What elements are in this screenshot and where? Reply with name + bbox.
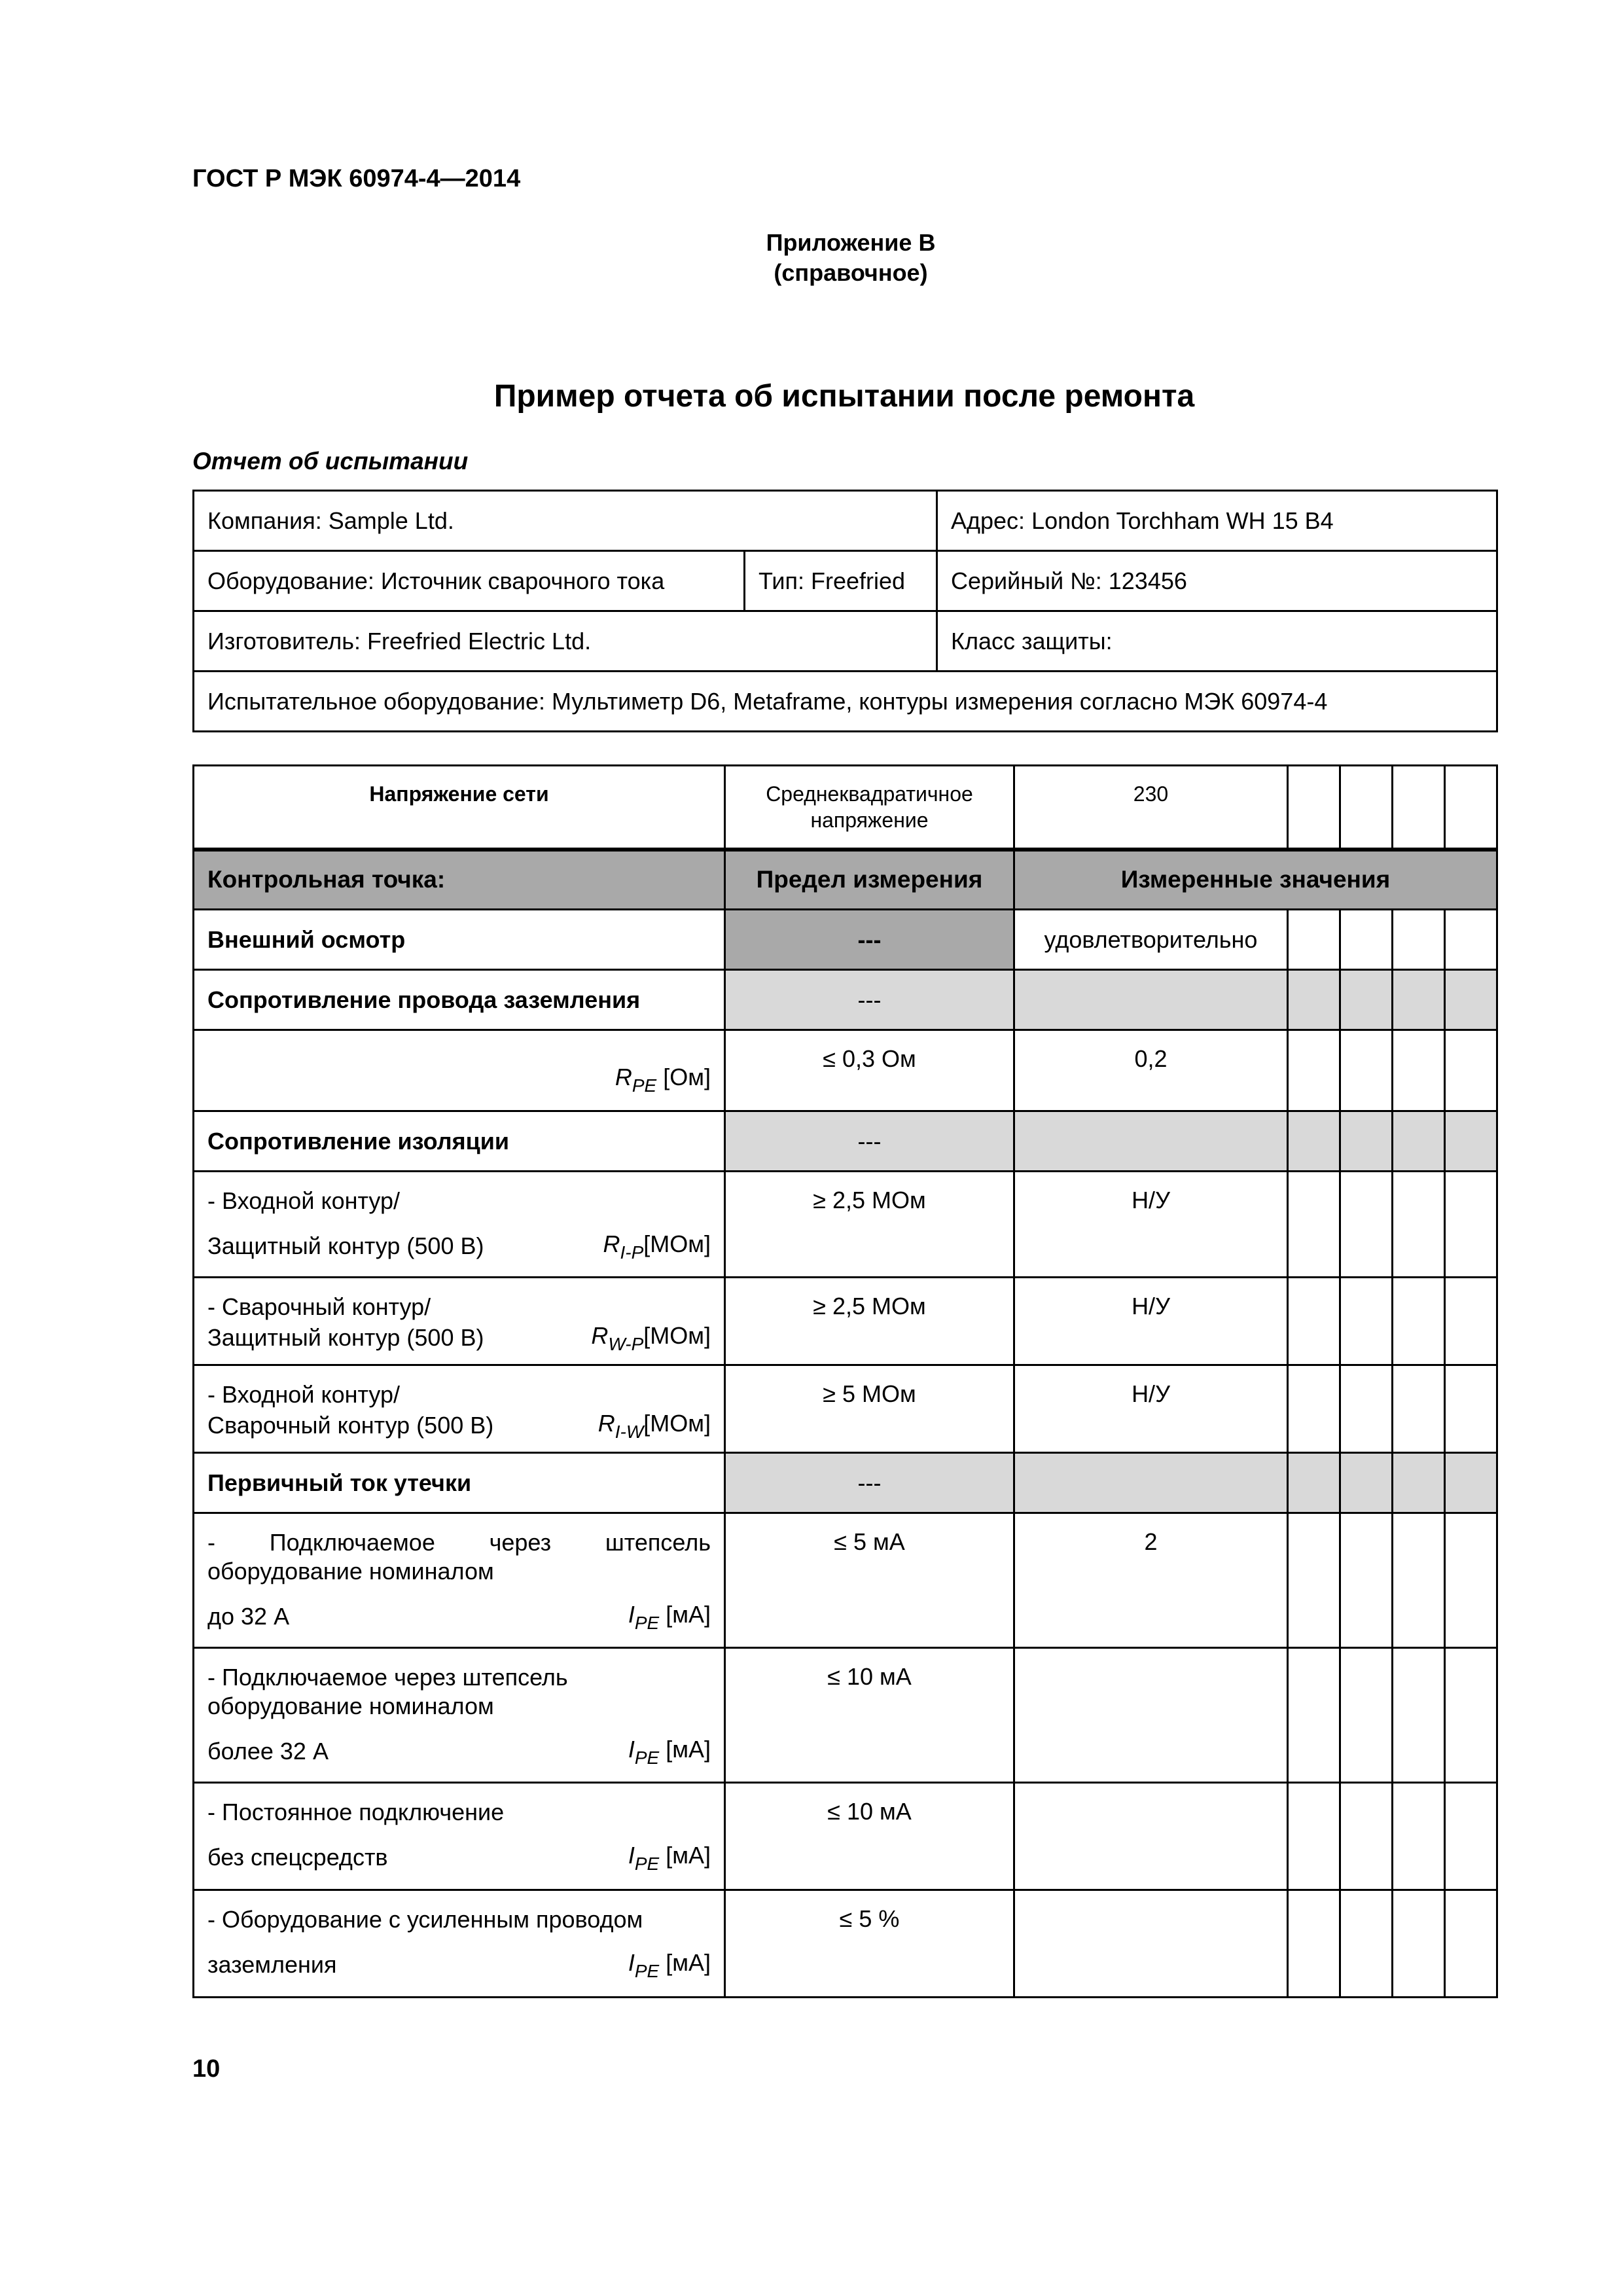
shaded-cell [1340,970,1393,1030]
test-equipment-cell: Испытательное оборудование: Мультиметр D6, Metaframe, контуры измерения согласно МЭК 60974-4 [194,672,1497,732]
blank-cell [1340,1278,1393,1365]
ri-p-symbol: $R_{I-P}[МОм]$ [603,1230,711,1263]
leakage-permanent-label: - Постоянное подключение без спецсредств $I_{PE}$ [мА] [194,1783,725,1890]
rpe-label-cell [194,1030,725,1111]
address-cell: Адрес: London Torchham WH 15 B4 [937,491,1497,551]
insulation-welding-protective-value: Н/У [1014,1278,1288,1365]
equipment-cell: Оборудование: Источник сварочного тока [194,551,745,611]
insulation-input-welding-label: - Входной контур/ Сварочный контур (500 В) $R_{I-W}[МОм]$ [194,1365,725,1453]
rms-voltage-label: Среднеквадратичное напряжение [725,766,1014,850]
pe-resistance-section-row [194,970,1497,1030]
insulation-welding-protective-label: - Сварочный контур/ Защитный контур (500 В) $R_{W-P}[МОм]$ [194,1278,725,1365]
rpe-symbol: $R_{PE}$ [Ом] [615,1064,711,1096]
visual-inspection-row [194,910,1497,970]
blank-cell [1288,1890,1340,1998]
leakage-plug-32a-row [194,1513,1497,1648]
blank-cell [1393,1513,1445,1648]
blank-cell [1393,1890,1445,1998]
test-results-table [192,764,1498,1998]
shaded-cell [1014,970,1288,1030]
blank-cell [1288,1030,1340,1111]
blank-cell [1445,910,1497,970]
blank-cell [1445,1365,1497,1453]
leakage-plug-over-32a-row [194,1648,1497,1783]
blank-cell [1340,1365,1393,1453]
shaded-cell [1014,1453,1288,1513]
appendix-type: (справочное) [774,259,928,286]
insulation-input-protective-row [194,1172,1497,1278]
mains-voltage-row [194,766,1497,850]
leakage-plug-over-32a-value [1014,1648,1288,1783]
leakage-permanent-value [1014,1783,1288,1890]
ipe-symbol: $I_{PE}$ [мА] [628,1842,711,1874]
manufacturer-cell: Изготовитель: Freefried Electric Ltd. [194,611,937,672]
visual-inspection-label: Внешний осмотр [194,910,725,970]
col-header-limit: Предел измерения [725,850,1014,910]
shaded-cell [1340,1453,1393,1513]
blank-cell [1340,1172,1393,1278]
col-header-measured: Измеренные значения [1014,850,1497,910]
insulation-input-protective-value: Н/У [1014,1172,1288,1278]
page-number: 10 [192,2055,221,2083]
leakage-plug-over-32a-limit: ≤ 10 мА [725,1648,1014,1783]
blank-cell [1288,1648,1340,1783]
shaded-cell [1445,1453,1497,1513]
blank-cell [1288,1513,1340,1648]
serial-cell: Серийный №: 123456 [937,551,1497,611]
ipe-symbol: $I_{PE}$ [мА] [628,1736,711,1768]
mains-voltage-label: Напряжение сети [194,766,725,850]
blank-cell [1340,1030,1393,1111]
blank-cell [1393,1278,1445,1365]
blank-cell [1288,910,1340,970]
blank-cell [1393,1783,1445,1890]
leakage-section-limit: --- [725,1453,1014,1513]
leakage-permanent-limit: ≤ 10 мА [725,1783,1014,1890]
blank-cell [1340,1513,1393,1648]
document-code: ГОСТ Р МЭК 60974-4—2014 [192,165,521,192]
leakage-section-label: Первичный ток утечки [194,1453,725,1513]
shaded-cell [1340,1111,1393,1172]
insulation-welding-protective-limit: ≥ 2,5 МОм [725,1278,1014,1365]
insulation-input-welding-limit: ≥ 5 МОм [725,1365,1014,1453]
pe-resistance-section-label: Сопротивление провода заземления [194,970,725,1030]
info-row-equipment [194,551,1497,611]
col-header-point: Контрольная точка: [194,850,725,910]
leakage-plug-32a-value: 2 [1014,1513,1288,1648]
blank-cell [1340,766,1393,850]
protection-class-cell: Класс защиты: [937,611,1497,672]
info-row-company [194,491,1497,551]
report-info-table [192,490,1498,732]
insulation-input-welding-value: Н/У [1014,1365,1288,1453]
insulation-section-row [194,1111,1497,1172]
page-title: Пример отчета об испытании после ремонта [493,379,1195,414]
leakage-section-row [194,1453,1497,1513]
blank-cell [1445,1783,1497,1890]
insulation-input-welding-row [194,1365,1497,1453]
blank-cell [1288,1365,1340,1453]
appendix-label: Приложение В [766,229,936,256]
blank-cell [1445,1278,1497,1365]
shaded-cell [1014,1111,1288,1172]
shaded-cell [1288,1111,1340,1172]
blank-cell [1288,1783,1340,1890]
blank-cell [1393,1648,1445,1783]
shaded-cell [1393,1453,1445,1513]
leakage-reinforced-label: - Оборудование с усиленным проводом заземления $I_{PE}$ [мА] [194,1890,725,1998]
leakage-reinforced-limit: ≤ 5 % [725,1890,1014,1998]
blank-cell [1340,1890,1393,1998]
visual-inspection-limit: --- [725,910,1014,970]
blank-cell [1340,910,1393,970]
blank-cell [1445,766,1497,850]
ri-w-symbol: $R_{I-W}[МОм]$ [597,1410,711,1442]
shaded-cell [1288,970,1340,1030]
insulation-section-label: Сопротивление изоляции [194,1111,725,1172]
insulation-welding-protective-row [194,1278,1497,1365]
report-subtitle: Отчет об испытании [192,448,469,475]
info-row-manufacturer [194,611,1497,672]
blank-cell [1393,1172,1445,1278]
shaded-cell [1445,970,1497,1030]
blank-cell [1393,1030,1445,1111]
blank-cell [1340,1783,1393,1890]
pe-resistance-section-limit: --- [725,970,1014,1030]
rpe-row [194,1030,1497,1111]
blank-cell [1445,1513,1497,1648]
rpe-limit: ≤ 0,3 Ом [725,1030,1014,1111]
blank-cell [1393,766,1445,850]
leakage-permanent-row [194,1783,1497,1890]
shaded-cell [1393,1111,1445,1172]
blank-cell [1445,1030,1497,1111]
visual-inspection-value: удовлетворительно [1014,910,1288,970]
rw-p-symbol: $R_{W-P}[МОм]$ [591,1322,711,1354]
blank-cell [1340,1648,1393,1783]
blank-cell [1445,1648,1497,1783]
leakage-plug-over-32a-label: - Подключаемое через штепсель оборудование номиналом более 32 А $I_{PE}$ [мА] [194,1648,725,1783]
blank-cell [1393,1365,1445,1453]
column-header-row [194,850,1497,910]
leakage-reinforced-row [194,1890,1497,1998]
info-row-test-equipment [194,672,1497,732]
shaded-cell [1288,1453,1340,1513]
insulation-input-protective-limit: ≥ 2,5 МОм [725,1172,1014,1278]
company-cell: Компания: Sample Ltd. [194,491,937,551]
type-cell: Тип: Freefried [745,551,937,611]
blank-cell [1288,1278,1340,1365]
ipe-symbol: $I_{PE}$ [мА] [628,1601,711,1633]
blank-cell [1445,1172,1497,1278]
shaded-cell [1393,970,1445,1030]
appendix-heading [687,228,1014,288]
leakage-reinforced-value [1014,1890,1288,1998]
blank-cell [1393,910,1445,970]
blank-cell [1288,1172,1340,1278]
leakage-plug-32a-label: - Подключаемое через штепсель оборудование номиналом до 32 А $I_{PE}$ [мА] [194,1513,725,1648]
shaded-cell [1445,1111,1497,1172]
insulation-section-limit: --- [725,1111,1014,1172]
rms-voltage-value: 230 [1014,766,1288,850]
ipe-symbol: $I_{PE}$ [мА] [628,1949,711,1981]
insulation-input-protective-label: - Входной контур/ Защитный контур (500 В) $R_{I-P}[МОм]$ [194,1172,725,1278]
blank-cell [1445,1890,1497,1998]
rpe-value: 0,2 [1014,1030,1288,1111]
blank-cell [1288,766,1340,850]
leakage-plug-32a-limit: ≤ 5 мА [725,1513,1014,1648]
